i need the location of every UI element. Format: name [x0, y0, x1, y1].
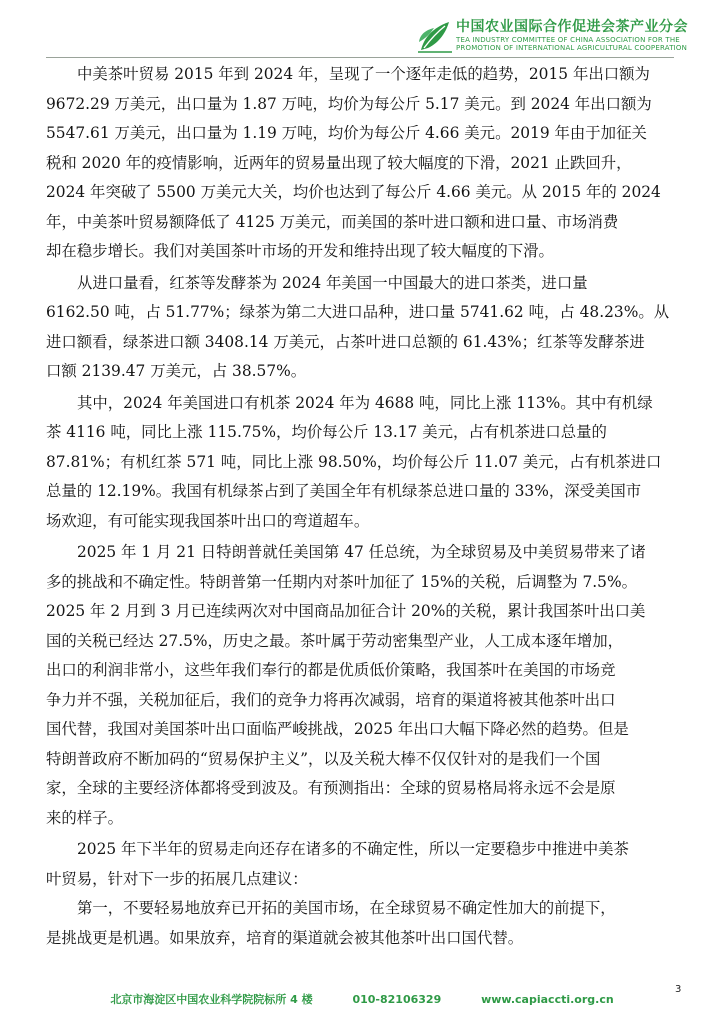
text-line: 口额 2139.47 万美元，占 38.57%。 — [46, 362, 307, 380]
paragraph-5 — [46, 835, 676, 894]
text-line: 年，中美茶叶贸易额降低了 4125 万美元，而美国的茶叶进口额和进口量、市场消费 — [46, 212, 619, 231]
text-line: 叶贸易，针对下一步的拓展几点建议： — [46, 869, 308, 888]
paragraph-2 — [46, 269, 676, 387]
text-line: 来的样子。 — [46, 808, 123, 827]
text-line: 场欢迎，有可能实现我国茶叶出口的弯道超车。 — [46, 511, 370, 530]
footer-address: 北京市海淀区中国农业科学院院标所 4 楼 — [110, 993, 313, 1006]
text-line: 6162.50 吨，占 51.77%；绿茶为第二大进口品种，进口量 5741.62 吨，占 48.23%。从 — [46, 303, 670, 321]
org-name-en-line2: PROMOTION OF INTERNATIONAL AGRICULTURAL COOPERATION — [456, 44, 688, 52]
text-line: 茶 4116 吨，同比上涨 115.75%，均价每公斤 13.17 美元，占有机茶进口总量的 — [46, 423, 607, 441]
org-name-en-line1: TEA INDUSTRY COMMITTEE OF CHINA ASSOCIATION FOR THE — [456, 36, 680, 44]
text-line: 出口的利润非常小，这些年我们奉行的都是优质低价策略，我国茶叶在美国的市场竞 — [46, 661, 616, 679]
text-line: 2025 年 1 月 21 日特朗普就任美国第 47 任总统，为全球贸易及中美贸易带来了诸 — [77, 543, 646, 561]
text-line: 中美茶叶贸易 2015 年到 2024 年，呈现了一个逐年走低的趋势，2015 年出口额为 — [77, 65, 650, 83]
paragraph-3 — [46, 389, 676, 537]
page-header — [408, 14, 708, 54]
text-line: 第一，不要轻易地放弃已开拓的美国市场，在全球贸易不确定性加大的前提下， — [77, 899, 616, 917]
text-line: 多的挑战和不确定性。特朗普第一任期内对茶叶加征了 15%的关税，后调整为 7.5%。 — [46, 572, 637, 591]
organization-name — [456, 16, 706, 52]
text-line: 税和 2020 年的疫情影响，近两年的贸易量出现了较大幅度的下滑，2021 止跌回升， — [46, 153, 632, 172]
text-line: 2025 年 2 月到 3 月已连续两次对中国商品加征合计 20%的关税，累计我国茶叶出口美 — [46, 602, 646, 620]
text-line: 国代替，我国对美国茶叶出口面临严峻挑战，2025 年出口大幅下降必然的趋势。但是 — [46, 720, 629, 738]
paragraph-1 — [46, 60, 676, 267]
header-divider — [46, 57, 674, 58]
text-line: 87.81%；有机红茶 571 吨，同比上涨 98.50%，均价每公斤 11.07 美元，占有机茶进口 — [46, 452, 662, 471]
text-line: 其中，2024 年美国进口有机茶 2024 年为 4688 吨，同比上涨 113%。其中有机绿 — [77, 393, 653, 412]
text-line: 9672.29 万美元，出口量为 1.87 万吨，均价为每公斤 5.17 美元。到 2024 年出口额为 — [46, 94, 652, 113]
page-footer — [0, 991, 724, 1007]
text-line: 从进口量看，红茶等发酵茶为 2024 年美国一中国最大的进口茶类，进口量 — [77, 273, 588, 292]
document-body — [46, 60, 676, 953]
org-name-cn: 中国农业国际合作促进会茶产业分会 — [456, 19, 688, 35]
text-line: 2024 年突破了 5500 万美元大关，均价也达到了每公斤 4.66 美元。从 2015 年的 2024 — [46, 183, 661, 201]
text-line: 2025 年下半年的贸易走向还存在诸多的不确定性，所以一定要稳步中推进中美茶 — [77, 840, 629, 858]
text-line: 进口额看，绿茶进口额 3408.14 万美元，占茶叶进口总额的 61.43%；红茶等发酵茶进 — [46, 332, 645, 351]
footer-website[interactable]: www.capiaccti.org.cn — [481, 993, 614, 1006]
text-line: 总量的 12.19%。我国有机绿茶占到了美国全年有机绿茶总进口量的 33%，深受美国市 — [46, 482, 642, 500]
text-line: 家，全球的主要经济体都将受到波及。有预测指出：全球的贸易格局将永远不会是原 — [46, 779, 616, 797]
text-line: 国的关税已经达 27.5%，历史之最。茶叶属于劳动密集型产业，人工成本逐年增加， — [46, 631, 624, 650]
text-line: 却在稳步增长。我们对美国茶叶市场的开发和维持出现了较大幅度的下滑。 — [46, 242, 554, 260]
tea-leaf-logo-icon — [416, 18, 454, 54]
footer-phone: 010-82106329 — [352, 993, 442, 1006]
text-line: 特朗普政府不断加码的“贸易保护主义”，以及关税大棒不仅仅针对的是我们一个国 — [46, 749, 601, 768]
page-number: 3 — [675, 984, 682, 995]
text-line: 5547.61 万美元，出口量为 1.19 万吨，均价为每公斤 4.66 美元。2019 年由于加征关 — [46, 124, 647, 142]
text-line: 争力并不强，关税加征后，我们的竞争力将再次减弱，培育的渠道将被其他茶叶出口 — [46, 690, 616, 709]
text-line: 是挑战更是机遇。如果放弃，培育的渠道就会被其他茶叶出口国代替。 — [46, 928, 524, 947]
paragraph-4 — [46, 538, 676, 833]
paragraph-6 — [46, 894, 676, 953]
